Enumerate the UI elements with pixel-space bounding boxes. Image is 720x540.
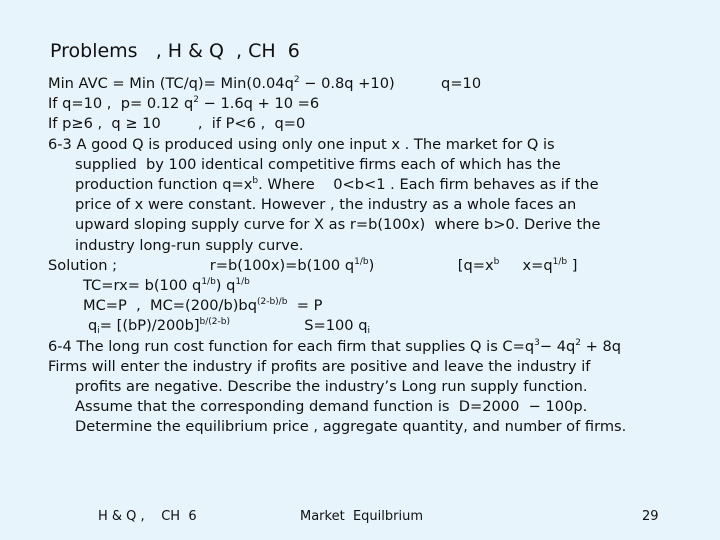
problem-6-3-text: supplied by 100 identical competitive firms each of which has the — [75, 155, 561, 173]
problem-6-4-text: Determine the equilibrium price , aggregate quantity, and number of firms. — [75, 418, 627, 436]
total-cost-line: TC=rx= b(100 $q^{1/b}$) $q^{1/b}$ — [83, 277, 250, 295]
problem-6-3-text: industry long-run supply curve. — [75, 236, 304, 254]
page-number: 29 — [642, 509, 659, 524]
solution-line: Solution ; r=b(100x)=b(100 $q^{1/b}$) [$q=x^b$ $x=q^{1/b}$ ] — [48, 256, 578, 274]
footer-chapter: H & Q , CH 6 — [98, 509, 197, 524]
problem-6-3-line: 6-3 A good Q is produced using only one input x . The market for Q is — [48, 135, 555, 153]
supply-result-line: $q_i= [(bP)/200b]^{b/(2-b)}$ S=100 $q_i$ — [88, 317, 370, 337]
problem-6-3-text: production function $q=x^b$. Where 0<b<1 . Each firm behaves as if the — [75, 176, 599, 194]
problem-6-4-line: 6-4 The long run cost function for each firm that supplies Q is $C=q^3- 4q^2 + 8q$ — [48, 337, 622, 355]
footer-topic: Market Equilbrium — [300, 509, 423, 524]
problem-6-4-text: profits are negative. Describe the industry’s Long run supply function. — [75, 378, 588, 396]
problem-6-3-text: upward sloping supply curve for X as r=b(100x) where b>0. Derive the — [75, 216, 601, 234]
slide-title: Problems , H & Q , CH 6 — [50, 40, 300, 62]
slide-body — [48, 74, 708, 438]
problem-6-4-text: Assume that the corresponding demand function is D=2000 − 100p. — [75, 398, 588, 416]
problem-6-3-text: price of x were constant. However , the industry as a whole faces an — [75, 196, 577, 214]
min-avc-line: Min AVC = Min $(TC/q)= Min(0.04q^2 - 0.8q +10)$ q=10 — [48, 75, 482, 92]
marginal-cost-line: MC=P , $MC=(200/b)bq^{(2-b)/b} = P$ — [83, 297, 323, 315]
price-at-q10-line: If q=10 , p= 0.12 $q^2 - 1.6q + 10 =6$ — [48, 95, 320, 113]
problem-6-4-text: Firms will enter the industry if profits are positive and leave the industry if — [48, 357, 591, 375]
supply-condition-line: If p≥6 , q ≥ 10 , if P<6 , q=0 — [48, 115, 306, 133]
